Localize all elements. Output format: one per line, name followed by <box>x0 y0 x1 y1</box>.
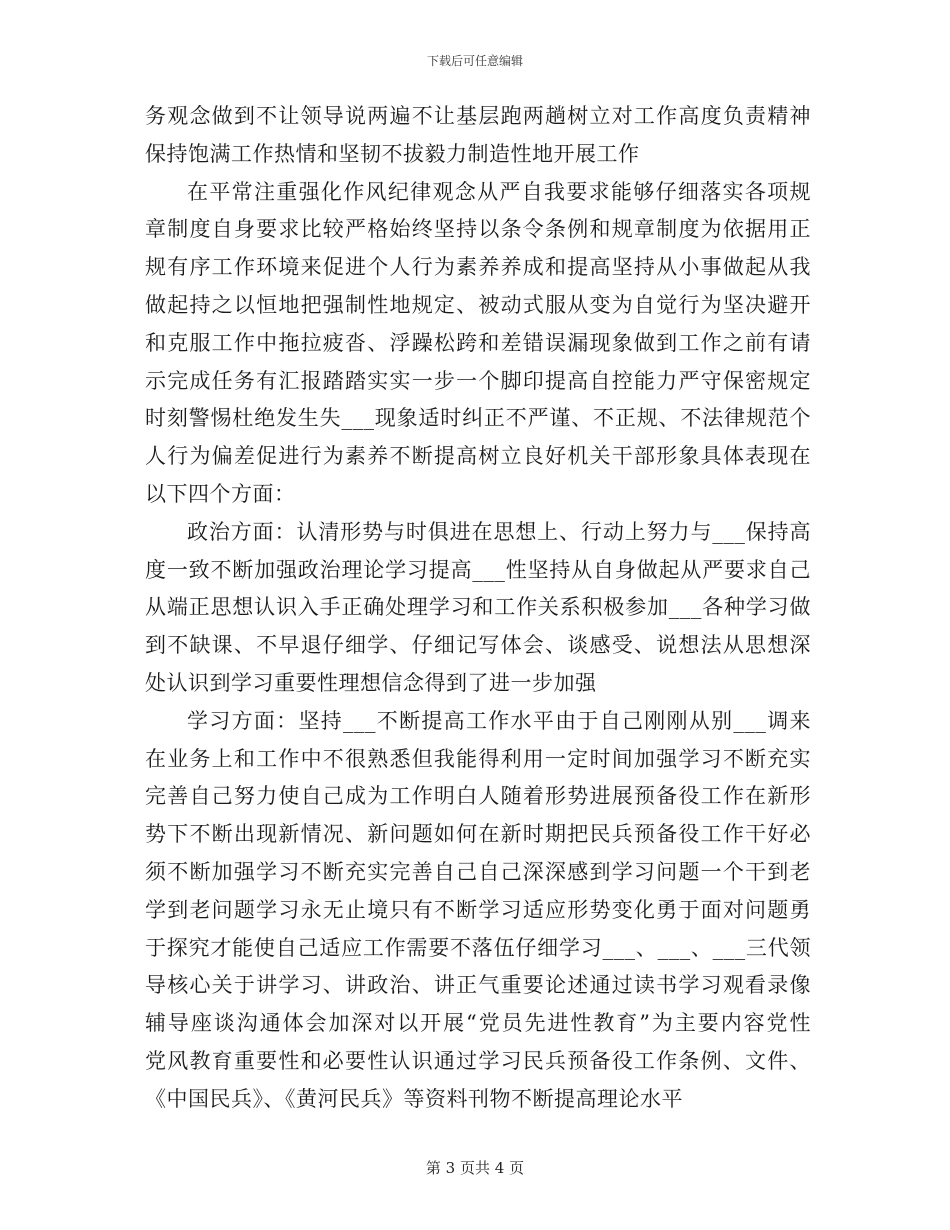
text-line: 时刻警惕杜绝发生失___现象适时纠正不严谨、不正规、不法律规范个 <box>145 406 811 431</box>
text-line: 人行为偏差促进行为素养不断提高树立良好机关干部形象具体表现在 <box>145 444 811 469</box>
text-line: 章制度自身要求比较严格始终坚持以条令条例和规章制度为依据用正 <box>145 217 811 242</box>
paragraph <box>145 98 811 174</box>
text-line: 保持饱满工作热情和坚韧不拔毅力制造性地开展工作 <box>145 141 640 166</box>
page-footer: 第 3 页共 4 页 <box>425 1159 525 1177</box>
text-line: 政治方面：认清形势与时俱进在思想上、行动上努力与___保持高 <box>187 519 811 544</box>
text-line: 规有序工作环境来促进个人行为素养养成和提高坚持从小事做起从我 <box>145 255 811 280</box>
text-line: 党风教育重要性和必要性认识通过学习民兵预备役工作条例、文件、 <box>145 1048 811 1073</box>
text-line: 辅导座谈沟通体会加深对以开展“党员先进性教育”为主要内容党性 <box>145 1011 811 1036</box>
text-line: 和克服工作中拖拉疲沓、浮躁松跨和差错误漏现象做到工作之前有请 <box>145 330 811 355</box>
page-header: 下载后可任意编辑 <box>426 54 523 68</box>
paragraph <box>145 703 811 1119</box>
text-line: 做起持之以恒地把强制性地规定、被动式服从变为自觉行为坚决避开 <box>145 292 811 317</box>
document-body <box>145 98 811 1119</box>
paragraph <box>145 174 811 514</box>
text-line: 以下四个方面： <box>145 481 296 506</box>
text-line: 度一致不断加强政治理论学习提高___性坚持从自身做起从严要求自己 <box>145 557 811 582</box>
text-line: 势下不断出现新情况、新问题如何在新时期把民兵预备役工作干好必 <box>145 822 811 847</box>
paragraph <box>145 514 811 703</box>
text-line: 导核心关于讲学习、讲政治、讲正气重要论述通过读书学习观看录像 <box>145 973 811 998</box>
text-line: 到不缺课、不早退仔细学、仔细记写体会、谈感受、说想法从思想深 <box>145 633 811 658</box>
text-line: 从端正思想认识入手正确处理学习和工作关系积极参加___各种学习做 <box>145 595 811 620</box>
text-line: 须不断加强学习不断充实完善自己自己深深感到学习问题一个干到老 <box>145 859 811 884</box>
text-line: 务观念做到不让领导说两遍不让基层跑两趟树立对工作高度负责精神 <box>145 104 811 128</box>
text-line: 处认识到学习重要性理想信念得到了进一步加强 <box>145 670 597 695</box>
text-line: 完善自己努力使自己成为工作明白人随着形势进展预备役工作在新形 <box>145 784 811 809</box>
text-line: 于探究才能使自己适应工作需要不落伍仔细学习___、___、___三代领 <box>145 935 811 960</box>
text-line: 《中国民兵》、《黄河民兵》等资料刊物不断提高理论水平 <box>145 1086 683 1111</box>
text-line: 示完成任务有汇报踏踏实实一步一个脚印提高自控能力严守保密规定 <box>145 368 811 393</box>
text-line: 学习方面：坚持___不断提高工作水平由于自己刚刚从别___调来 <box>187 708 811 733</box>
text-line: 学到老问题学习永无止境只有不断学习适应形势变化勇于面对问题勇 <box>145 897 811 922</box>
text-line: 在业务上和工作中不很熟悉但我能得利用一定时间加强学习不断充实 <box>145 746 811 771</box>
text-line: 在平常注重强化作风纪律观念从严自我要求能够仔细落实各项规 <box>187 179 811 204</box>
